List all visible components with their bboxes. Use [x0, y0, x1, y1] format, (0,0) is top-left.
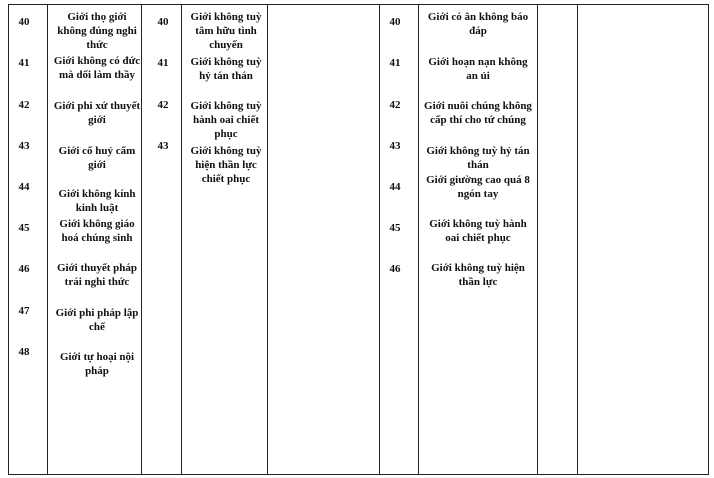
precept-text: Giới cố huỷ cấm giới: [58, 145, 136, 171]
precept-text: Giới thọ giới không đúng nghi thức: [57, 11, 137, 51]
precept-text: Giới không kính kinh luật: [58, 188, 136, 214]
precept-text: Giới không tuỳ hành oai chiết phục: [429, 218, 527, 244]
precept-text: Giới phi xứ thuyết giới: [53, 100, 141, 126]
precept-text: Giới có ân không báo đáp: [427, 11, 529, 37]
row-number: 41: [389, 57, 401, 69]
column-divider: [577, 5, 578, 474]
row-number: 40: [18, 16, 30, 28]
precept-text: Giới nuôi chúng không cấp thí cho tứ chúng: [424, 100, 532, 126]
precept-text: Giới không tuỳ tâm hữu tình chuyển: [190, 11, 262, 51]
row-number: 46: [18, 263, 30, 275]
row-number: 45: [389, 222, 401, 234]
precept-text: Giới không tuỳ hỷ tán thán: [190, 56, 262, 82]
precept-text: Giới không tuỳ hiện thần lực chiết phục: [190, 145, 262, 185]
row-number: 43: [18, 140, 30, 152]
precept-text: Giới tự hoại nội pháp: [59, 351, 135, 377]
precept-text: Giới hoạn nạn không an ủi: [428, 56, 528, 82]
row-number: 48: [18, 346, 30, 358]
row-number: 40: [157, 16, 169, 28]
precept-text: Giới không có đức mà dối làm thầy: [53, 55, 141, 81]
row-number: 47: [18, 305, 30, 317]
row-number: 44: [389, 181, 401, 193]
precept-text: Giới giường cao quá 8 ngón tay: [426, 174, 530, 200]
precept-text: Giới không giáo hoá chúng sinh: [59, 218, 135, 244]
row-number: 44: [18, 181, 30, 193]
row-number: 42: [18, 99, 30, 111]
precept-text: Giới không tuỳ hỷ tán thán: [426, 145, 530, 171]
precept-text: Giới thuyết pháp trái nghi thức: [56, 262, 138, 288]
row-number: 43: [389, 140, 401, 152]
row-number: 43: [157, 140, 169, 152]
row-number: 42: [157, 99, 169, 111]
row-number: 41: [157, 57, 169, 69]
row-number: 40: [389, 16, 401, 28]
precept-text: Giới phi pháp lập chế: [55, 307, 139, 333]
precept-text: Giới không tuỳ hiện thần lực: [431, 262, 525, 288]
row-number: 45: [18, 222, 30, 234]
precept-text: Giới không tuỳ hành oai chiết phục: [190, 100, 262, 140]
row-number: 41: [18, 57, 30, 69]
row-number: 42: [389, 99, 401, 111]
row-number: 46: [389, 263, 401, 275]
column-divider: [379, 5, 380, 474]
